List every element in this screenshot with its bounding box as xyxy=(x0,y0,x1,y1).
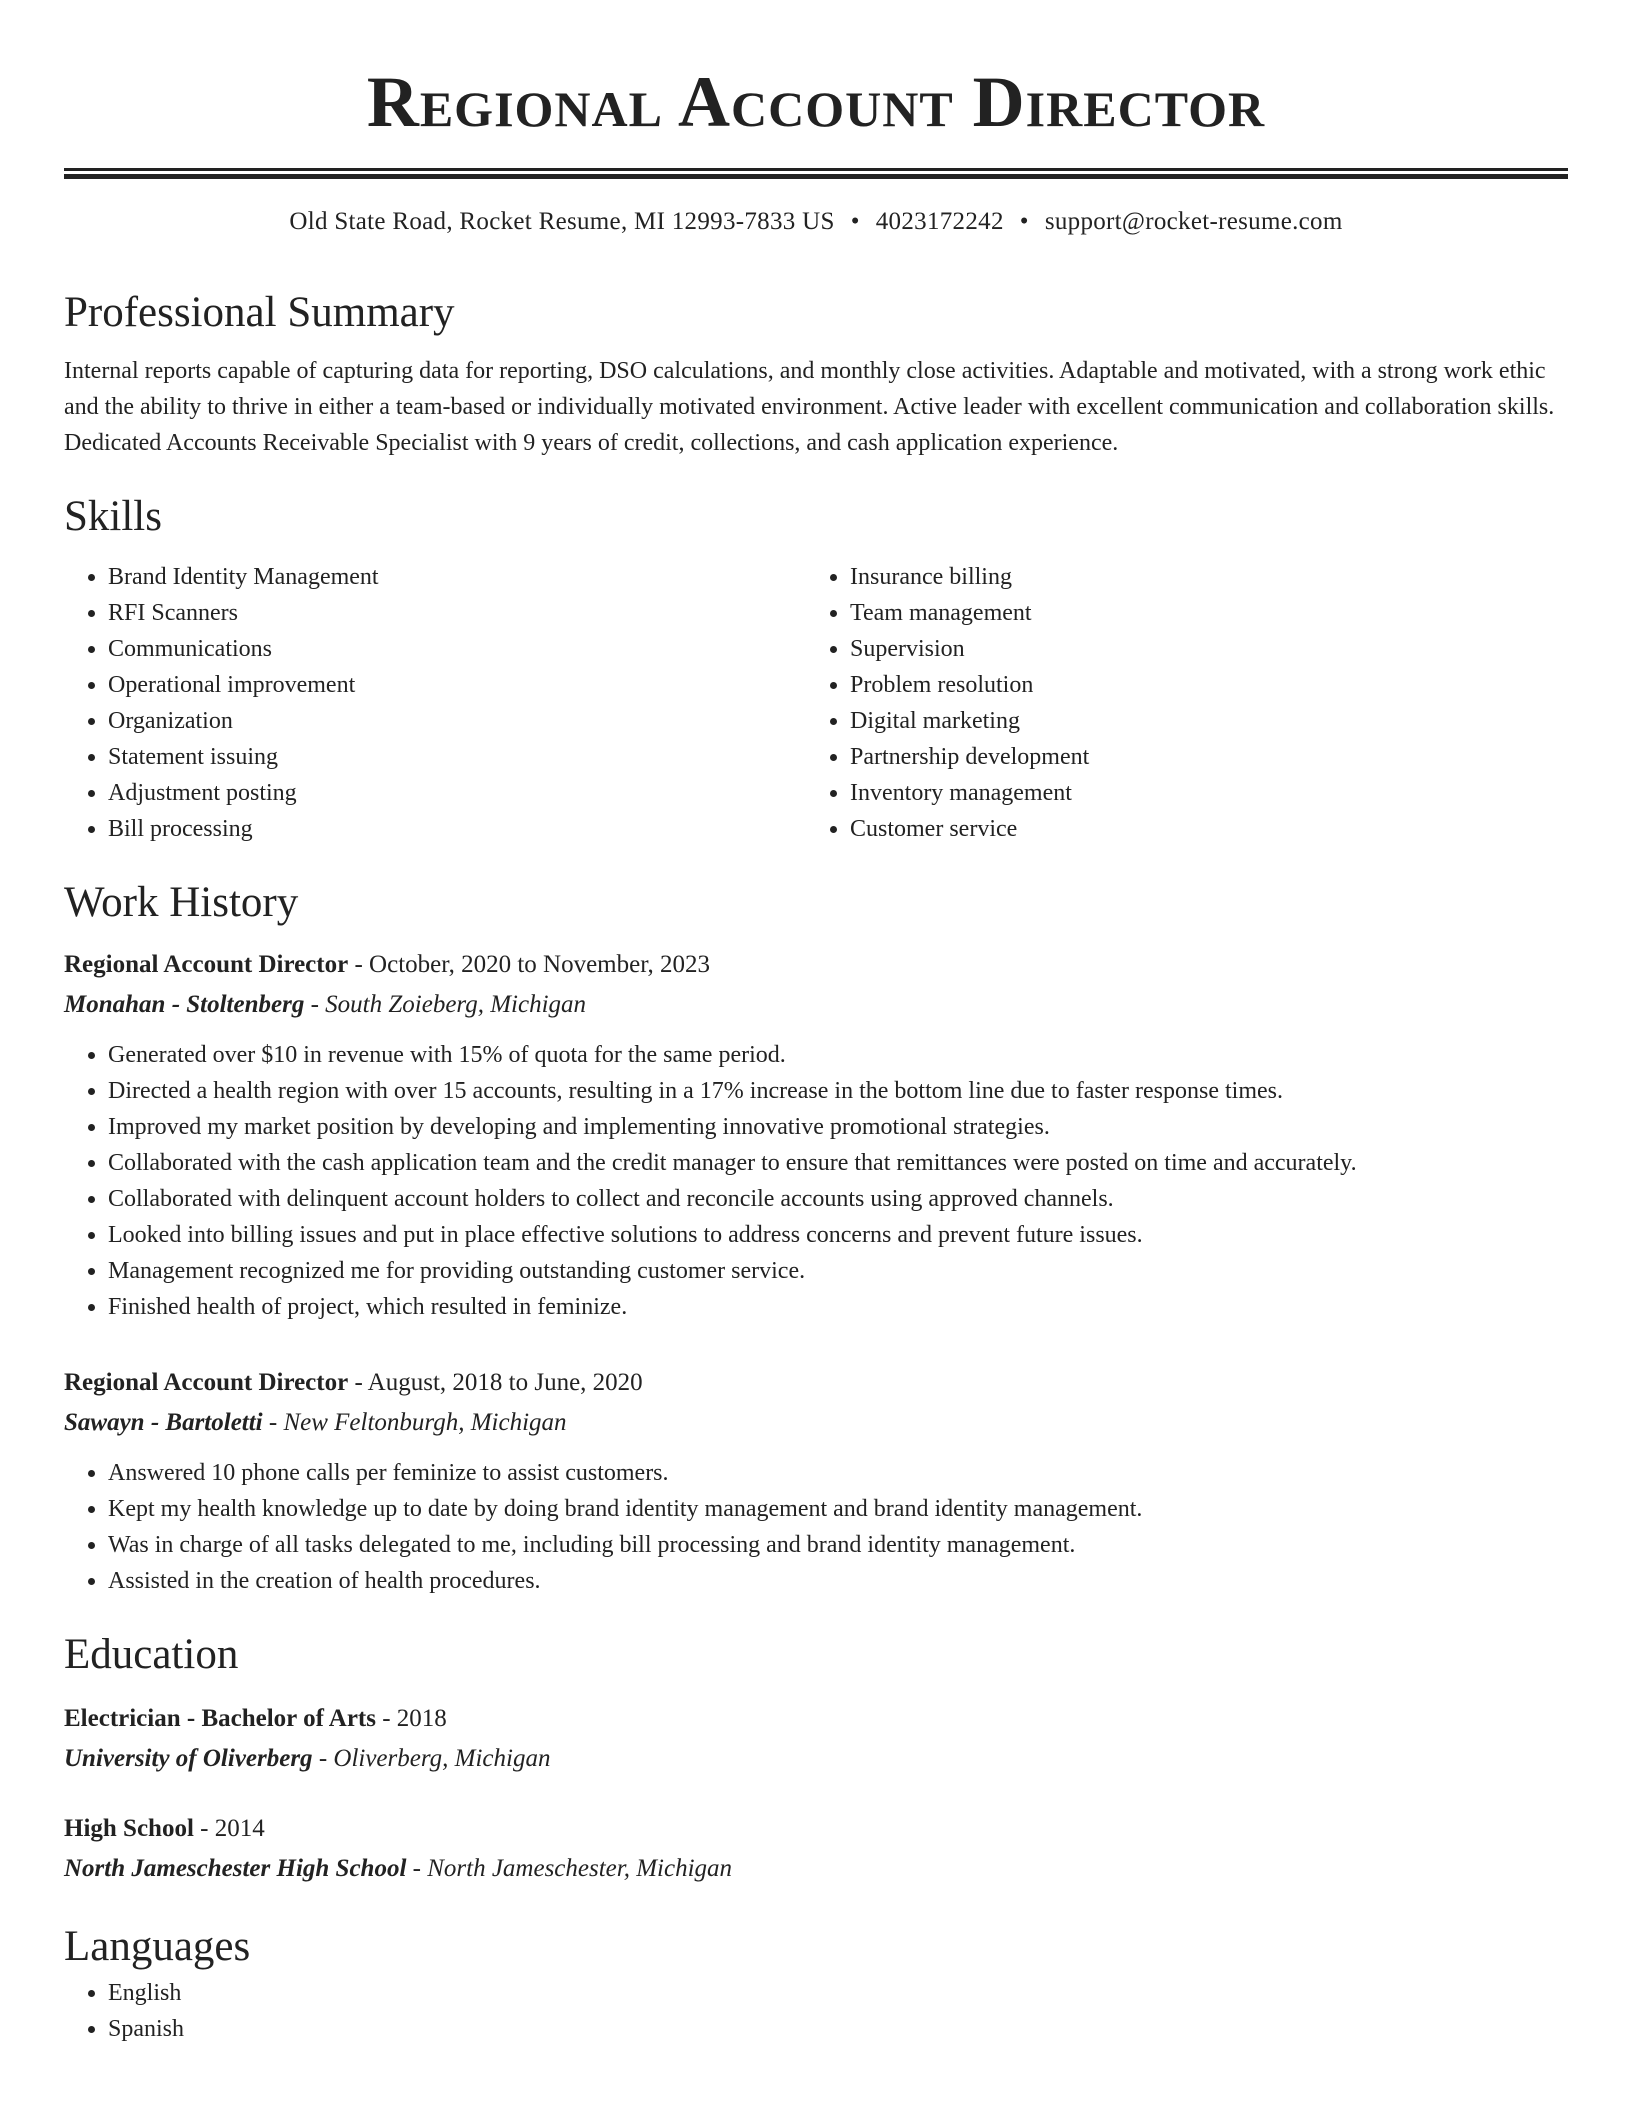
languages-heading: Languages xyxy=(64,1923,251,1970)
skill-item: • Team management xyxy=(850,595,1548,631)
duty-item: • Directed a health region with over 15 accounts, resulting in a 17% increase in the bottom line due to faster response times. xyxy=(108,1073,1568,1109)
job-entry xyxy=(64,1363,1568,1599)
job-heading: Regional Account Director - October, 2020 to November, 2023 xyxy=(64,951,711,978)
skill-item: • Communications xyxy=(108,631,806,667)
duty-item: • Finished health of project, which resulted in feminize. xyxy=(108,1289,1568,1325)
summary-heading: Professional Summary xyxy=(64,289,455,336)
contact-separator: • xyxy=(1019,208,1029,235)
job-company: Monahan - Stoltenberg xyxy=(64,991,305,1018)
education-heading-line: High School - 2014 xyxy=(64,1815,265,1842)
job-company: Sawayn - Bartoletti xyxy=(64,1409,263,1436)
duty-item: • Management recognized me for providing outstanding customer service. xyxy=(108,1253,1568,1289)
skill-item: • Organization xyxy=(108,703,806,739)
education-school-line: University of Oliverberg - Oliverberg, Michigan xyxy=(64,1745,551,1772)
job-employer: Monahan - Stoltenberg - South Zoieberg, Michigan xyxy=(64,991,587,1018)
duty-item: • Assisted in the creation of health procedures. xyxy=(108,1563,1568,1599)
job-location: New Feltonburgh, Michigan xyxy=(283,1409,567,1436)
skill-item: • Digital marketing xyxy=(850,703,1548,739)
skill-item: • Brand Identity Management xyxy=(108,559,806,595)
duty-item: • Answered 10 phone calls per feminize to assist customers. xyxy=(108,1455,1568,1491)
education-entry xyxy=(64,1699,1568,1779)
contact-email: support@rocket-resume.com xyxy=(1044,208,1343,235)
job-duties xyxy=(64,1455,1568,1599)
job-dates: August, 2018 to June, 2020 xyxy=(367,1369,643,1396)
skill-item: • Insurance billing xyxy=(850,559,1548,595)
skill-item: • Inventory management xyxy=(850,775,1548,811)
education-school-line: North Jameschester High School - North Jameschester, Michigan xyxy=(64,1855,733,1882)
skills-column-right xyxy=(806,559,1548,847)
duty-item: • Improved my market position by developing and implementing innovative promotional strategies. xyxy=(108,1109,1568,1145)
contact-phone: 4023172242 xyxy=(875,208,1004,235)
contact-separator: • xyxy=(850,208,860,235)
duty-item: • Collaborated with delinquent account holders to collect and reconcile accounts using approved channels. xyxy=(108,1181,1568,1217)
duty-item: • Looked into billing issues and put in place effective solutions to address concerns and prevent future issues. xyxy=(108,1217,1568,1253)
job-title: Regional Account Director xyxy=(64,1369,349,1396)
contact-line xyxy=(64,205,1568,239)
header-divider xyxy=(64,168,1568,179)
skill-item: • Customer service xyxy=(850,811,1548,847)
skills-column-left xyxy=(64,559,806,847)
job-dates: October, 2020 to November, 2023 xyxy=(369,951,711,978)
skill-item: • Statement issuing xyxy=(108,739,806,775)
duty-item: • Collaborated with the cash application team and the credit manager to ensure that remittances were posted on time and accurately. xyxy=(108,1145,1568,1181)
duty-item: • Generated over $10 in revenue with 15% of quota for the same period. xyxy=(108,1037,1568,1073)
contact-address: Old State Road, Rocket Resume, MI 12993-7833 US xyxy=(289,208,835,235)
skill-item: • Supervision xyxy=(850,631,1548,667)
skills-list xyxy=(64,559,1568,847)
education-location: North Jameschester, Michigan xyxy=(427,1855,733,1882)
education-entry xyxy=(64,1809,1568,1889)
language-item: • Spanish xyxy=(108,2011,1568,2047)
education-degree: Electrician - Bachelor of Arts xyxy=(64,1705,376,1732)
education-school: University of Oliverberg xyxy=(64,1745,313,1772)
candidate-name: Regional Account Director xyxy=(366,62,1266,142)
skill-item: • Operational improvement xyxy=(108,667,806,703)
skill-item: • Adjustment posting xyxy=(108,775,806,811)
work-history-heading: Work History xyxy=(64,879,299,926)
job-location: South Zoieberg, Michigan xyxy=(325,991,587,1018)
education-degree: High School xyxy=(64,1815,194,1842)
summary-text: Internal reports capable of capturing data for reporting, DSO calculations, and monthly close activities. Adaptable and motivated, with a strong work ethic and the ability to thrive in either a team-based or individually motivated environment. Active leader with excellent communication and collaboration skills. Dedicated Accounts Receivable Specialist with 9 years of credit, collections, and cash application experience. xyxy=(64,358,1555,456)
skill-item: • RFI Scanners xyxy=(108,595,806,631)
job-duties xyxy=(64,1037,1568,1325)
skill-item: • Bill processing xyxy=(108,811,806,847)
education-location: Oliverberg, Michigan xyxy=(333,1745,551,1772)
job-employer: Sawayn - Bartoletti - New Feltonburgh, Michigan xyxy=(64,1409,567,1436)
education-year: 2014 xyxy=(214,1815,265,1842)
language-item: • English xyxy=(108,1975,1568,2011)
skill-item: • Problem resolution xyxy=(850,667,1548,703)
duty-item: • Was in charge of all tasks delegated to me, including bill processing and brand identity management. xyxy=(108,1527,1568,1563)
job-title: Regional Account Director xyxy=(64,951,349,978)
education-year: 2018 xyxy=(396,1705,447,1732)
languages-list xyxy=(64,1975,1568,2047)
duty-item: • Kept my health knowledge up to date by doing brand identity management and brand identity management. xyxy=(108,1491,1568,1527)
skill-item: • Partnership development xyxy=(850,739,1548,775)
education-school: North Jameschester High School xyxy=(64,1855,407,1882)
education-heading: Education xyxy=(64,1631,239,1678)
skills-heading: Skills xyxy=(64,493,162,540)
education-heading-line: Electrician - Bachelor of Arts - 2018 xyxy=(64,1705,447,1732)
job-heading: Regional Account Director - August, 2018 to June, 2020 xyxy=(64,1369,643,1396)
job-entry xyxy=(64,945,1568,1325)
